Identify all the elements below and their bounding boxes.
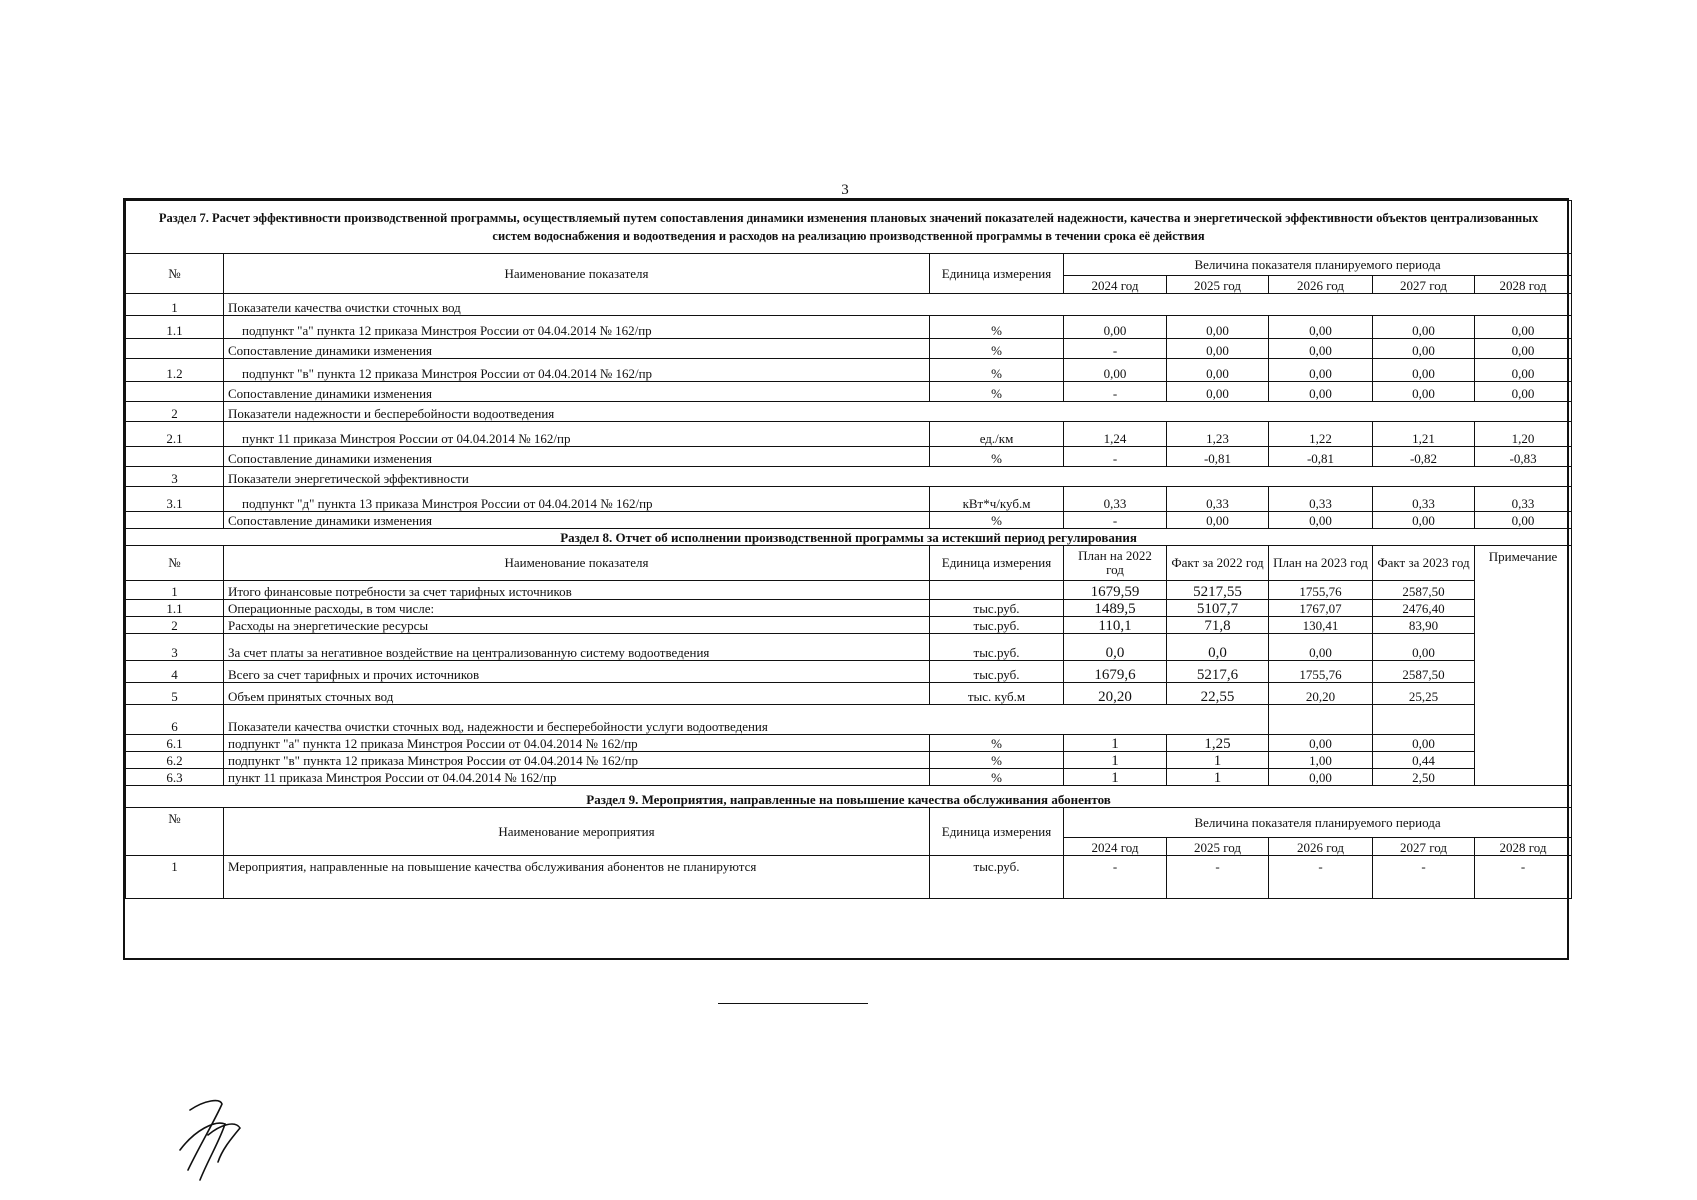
- unit-cell: тыс.руб.: [930, 661, 1064, 683]
- table-row: [126, 683, 1572, 705]
- value-cell: 0,00: [1167, 512, 1269, 529]
- value-cell: 0,44: [1373, 752, 1475, 769]
- value-cell: 0,00: [1064, 359, 1167, 382]
- unit-cell: тыс.руб.: [930, 856, 1064, 899]
- value-cell: 1,22: [1269, 422, 1373, 447]
- indicator-name: подпункт "в" пункта 12 приказа Минстроя России от 04.04.2014 № 162/пр: [224, 752, 930, 769]
- value-cell: 0,00: [1269, 634, 1373, 661]
- section7-year-header: 2025 год: [1167, 276, 1269, 294]
- value-cell: 0,00: [1475, 339, 1572, 359]
- section7-year-header: 2024 год: [1064, 276, 1167, 294]
- section7-period-header: Величина показателя планируемого периода: [1064, 254, 1572, 276]
- page-number: 3: [841, 182, 849, 198]
- section8-title-row: [126, 529, 1572, 546]
- unit-cell: %: [930, 512, 1064, 529]
- table-row: [126, 402, 1572, 422]
- value-cell: 5217,6: [1167, 661, 1269, 683]
- section9-year-header: 2024 год: [1064, 838, 1167, 856]
- row-number: 1: [126, 856, 224, 899]
- row-number: 2.1: [126, 422, 224, 447]
- document-sheet: [123, 198, 1569, 960]
- group-title: Показатели энергетической эффективности: [224, 467, 1572, 487]
- main-table: [125, 200, 1572, 899]
- row-number: 1.2: [126, 359, 224, 382]
- value-cell: 1,25: [1167, 735, 1269, 752]
- value-cell: -0,81: [1167, 447, 1269, 467]
- value-cell: 1755,76: [1269, 581, 1373, 600]
- section9-title-row: [126, 786, 1572, 808]
- unit-cell: тыс.руб.: [930, 634, 1064, 661]
- table-row: [126, 467, 1572, 487]
- section8-note-header: Примечание: [1475, 546, 1572, 786]
- value-cell: -: [1064, 856, 1167, 899]
- section8-fact2022-header: Факт за 2022 год: [1167, 546, 1269, 581]
- value-cell: 2,50: [1373, 769, 1475, 786]
- value-cell: 1: [1064, 735, 1167, 752]
- value-cell: 0,0: [1064, 634, 1167, 661]
- indicator-name: Сопоставление динамики изменения: [224, 339, 930, 359]
- section7-num-header: №: [126, 254, 224, 294]
- indicator-name: подпункт "а" пункта 12 приказа Минстроя России от 04.04.2014 № 162/пр: [224, 735, 930, 752]
- group-title: Показатели качества очистки сточных вод, надежности и бесперебойности услуги водоотведения: [224, 705, 1269, 735]
- row-number: 1.1: [126, 316, 224, 339]
- section7-year-header: 2026 год: [1269, 276, 1373, 294]
- value-cell: -: [1064, 382, 1167, 402]
- table-row: [126, 294, 1572, 316]
- unit-cell: %: [930, 382, 1064, 402]
- row-number: 3: [126, 467, 224, 487]
- unit-cell: %: [930, 359, 1064, 382]
- value-cell: 1767,07: [1269, 600, 1373, 617]
- section9-num-header: №: [126, 808, 224, 856]
- table-row: [126, 634, 1572, 661]
- value-cell: 0,00: [1373, 359, 1475, 382]
- value-cell: 5107,7: [1167, 600, 1269, 617]
- value-cell: -: [1064, 339, 1167, 359]
- indicator-name: Сопоставление динамики изменения: [224, 512, 930, 529]
- value-cell: 1: [1064, 769, 1167, 786]
- value-cell: 0,00: [1373, 512, 1475, 529]
- table-row: [126, 339, 1572, 359]
- value-cell: 0,00: [1269, 316, 1373, 339]
- row-number: 3.1: [126, 487, 224, 512]
- section8-header-row: [126, 546, 1572, 581]
- table-row: [126, 581, 1572, 600]
- table-row: [126, 512, 1572, 529]
- value-cell: 0,00: [1269, 382, 1373, 402]
- unit-cell: ед./км: [930, 422, 1064, 447]
- section9-name-header: Наименование мероприятия: [224, 808, 930, 856]
- section8-title: Раздел 8. Отчет об исполнении производственной программы за истекший период регулирования: [126, 529, 1572, 546]
- section9-year-header: 2027 год: [1373, 838, 1475, 856]
- section8-num-header: №: [126, 546, 224, 581]
- table-row: [126, 735, 1572, 752]
- row-number: [126, 447, 224, 467]
- value-cell: 110,1: [1064, 617, 1167, 634]
- value-cell: 0,00: [1269, 735, 1373, 752]
- indicator-name: пункт 11 приказа Минстроя России от 04.04.2014 № 162/пр: [224, 769, 930, 786]
- indicator-name: Операционные расходы, в том числе:: [224, 600, 930, 617]
- indicator-name: подпункт "а" пункта 12 приказа Минстроя России от 04.04.2014 № 162/пр: [224, 316, 930, 339]
- unit-cell: кВт*ч/куб.м: [930, 487, 1064, 512]
- section8-fact2023-header: Факт за 2023 год: [1373, 546, 1475, 581]
- row-number: 1.1: [126, 600, 224, 617]
- unit-cell: %: [930, 316, 1064, 339]
- value-cell: [1373, 705, 1475, 735]
- table-row: [126, 316, 1572, 339]
- value-cell: 0,00: [1475, 382, 1572, 402]
- unit-cell: [930, 581, 1064, 600]
- indicator-name: Объем принятых сточных вод: [224, 683, 930, 705]
- indicator-name: Всего за счет тарифных и прочих источников: [224, 661, 930, 683]
- value-cell: 0,33: [1373, 487, 1475, 512]
- table-row: [126, 359, 1572, 382]
- value-cell: 0,00: [1167, 382, 1269, 402]
- value-cell: 130,41: [1269, 617, 1373, 634]
- row-number: [126, 512, 224, 529]
- value-cell: -: [1373, 856, 1475, 899]
- value-cell: 22,55: [1167, 683, 1269, 705]
- value-cell: 0,00: [1373, 382, 1475, 402]
- value-cell: [1269, 705, 1373, 735]
- section8-plan2022-header: План на 2022 год: [1064, 546, 1167, 581]
- unit-cell: %: [930, 752, 1064, 769]
- value-cell: 1,20: [1475, 422, 1572, 447]
- section9-year-header: 2026 год: [1269, 838, 1373, 856]
- value-cell: 2476,40: [1373, 600, 1475, 617]
- section9-header-row: [126, 808, 1572, 838]
- table-row: [126, 600, 1572, 617]
- value-cell: 0,33: [1167, 487, 1269, 512]
- table-row: [126, 661, 1572, 683]
- value-cell: -: [1064, 512, 1167, 529]
- value-cell: 0,00: [1373, 735, 1475, 752]
- section8-plan2023-header: План на 2023 год: [1269, 546, 1373, 581]
- value-cell: 20,20: [1269, 683, 1373, 705]
- row-number: 6.3: [126, 769, 224, 786]
- value-cell: 25,25: [1373, 683, 1475, 705]
- table-row: [126, 856, 1572, 899]
- section7-year-header: 2028 год: [1475, 276, 1572, 294]
- value-cell: 0,00: [1373, 339, 1475, 359]
- row-number: 6.2: [126, 752, 224, 769]
- row-number: [126, 382, 224, 402]
- value-cell: 1: [1064, 752, 1167, 769]
- group-title: Показатели надежности и бесперебойности водоотведения: [224, 402, 1572, 422]
- value-cell: 0,00: [1373, 634, 1475, 661]
- value-cell: -0,83: [1475, 447, 1572, 467]
- value-cell: 0,00: [1373, 316, 1475, 339]
- value-cell: -0,81: [1269, 447, 1373, 467]
- value-cell: 0,0: [1167, 634, 1269, 661]
- section9-unit-header: Единица измерения: [930, 808, 1064, 856]
- value-cell: 0,00: [1064, 316, 1167, 339]
- value-cell: 0,00: [1269, 359, 1373, 382]
- unit-cell: %: [930, 769, 1064, 786]
- row-number: 5: [126, 683, 224, 705]
- row-number: [126, 339, 224, 359]
- table-row: [126, 769, 1572, 786]
- section7-unit-header: Единица измерения: [930, 254, 1064, 294]
- value-cell: -: [1167, 856, 1269, 899]
- section9-year-header: 2025 год: [1167, 838, 1269, 856]
- value-cell: 1,23: [1167, 422, 1269, 447]
- value-cell: 5217,55: [1167, 581, 1269, 600]
- table-row: [126, 422, 1572, 447]
- value-cell: 2587,50: [1373, 661, 1475, 683]
- indicator-name: пункт 11 приказа Минстроя России от 04.04.2014 № 162/пр: [224, 422, 930, 447]
- row-number: 6.1: [126, 735, 224, 752]
- value-cell: 1,00: [1269, 752, 1373, 769]
- indicator-name: подпункт "в" пункта 12 приказа Минстроя России от 04.04.2014 № 162/пр: [224, 359, 930, 382]
- value-cell: -0,82: [1373, 447, 1475, 467]
- value-cell: 1489,5: [1064, 600, 1167, 617]
- value-cell: 0,00: [1167, 339, 1269, 359]
- unit-cell: тыс.руб.: [930, 617, 1064, 634]
- value-cell: 1679,59: [1064, 581, 1167, 600]
- section8-unit-header: Единица измерения: [930, 546, 1064, 581]
- value-cell: 0,00: [1475, 359, 1572, 382]
- table-row: [126, 382, 1572, 402]
- row-number: 3: [126, 634, 224, 661]
- value-cell: 1: [1167, 769, 1269, 786]
- value-cell: 0,00: [1269, 512, 1373, 529]
- measure-name: Мероприятия, направленные на повышение качества обслуживания абонентов не планируются: [224, 856, 930, 899]
- section7-year-header: 2027 год: [1373, 276, 1475, 294]
- value-cell: -: [1269, 856, 1373, 899]
- value-cell: 20,20: [1064, 683, 1167, 705]
- value-cell: 0,33: [1064, 487, 1167, 512]
- value-cell: 1,21: [1373, 422, 1475, 447]
- value-cell: 2587,50: [1373, 581, 1475, 600]
- row-number: 4: [126, 661, 224, 683]
- row-number: 2: [126, 617, 224, 634]
- footer-divider: [718, 1003, 868, 1004]
- table-row: [126, 487, 1572, 512]
- indicator-name: Расходы на энергетические ресурсы: [224, 617, 930, 634]
- value-cell: 0,00: [1475, 512, 1572, 529]
- indicator-name: Сопоставление динамики изменения: [224, 382, 930, 402]
- value-cell: 1,24: [1064, 422, 1167, 447]
- value-cell: -: [1475, 856, 1572, 899]
- section9-period-header: Величина показателя планируемого периода: [1064, 808, 1572, 838]
- indicator-name: Итого финансовые потребности за счет тарифных источников: [224, 581, 930, 600]
- handwritten-signature: [160, 1090, 260, 1190]
- value-cell: 71,8: [1167, 617, 1269, 634]
- section9-title: Раздел 9. Мероприятия, направленные на повышение качества обслуживания абонентов: [126, 786, 1572, 808]
- row-number: 1: [126, 581, 224, 600]
- value-cell: -: [1064, 447, 1167, 467]
- value-cell: 0,00: [1167, 359, 1269, 382]
- table-row: [126, 617, 1572, 634]
- section9-year-header: 2028 год: [1475, 838, 1572, 856]
- unit-cell: тыс. куб.м: [930, 683, 1064, 705]
- section7-title: Раздел 7. Расчет эффективности производственной программы, осуществляемый путем сопоставления динамики изменения плановых значений показателей надежности, качества и энергетической эффективности объектов централизованных систем водоснабжения и водоотведения и расходов на реализацию производственной программы в течении срока её действия: [126, 201, 1572, 254]
- section8-name-header: Наименование показателя: [224, 546, 930, 581]
- unit-cell: тыс.руб.: [930, 600, 1064, 617]
- unit-cell: %: [930, 735, 1064, 752]
- row-number: 1: [126, 294, 224, 316]
- value-cell: 0,00: [1269, 769, 1373, 786]
- value-cell: 0,33: [1269, 487, 1373, 512]
- row-number: 2: [126, 402, 224, 422]
- value-cell: 0,33: [1475, 487, 1572, 512]
- table-row: [126, 705, 1572, 735]
- table-row: [126, 447, 1572, 467]
- value-cell: 1679,6: [1064, 661, 1167, 683]
- value-cell: 0,00: [1475, 316, 1572, 339]
- indicator-name: подпункт "д" пункта 13 приказа Минстроя России от 04.04.2014 № 162/пр: [224, 487, 930, 512]
- value-cell: 1: [1167, 752, 1269, 769]
- value-cell: 0,00: [1167, 316, 1269, 339]
- value-cell: 1755,76: [1269, 661, 1373, 683]
- value-cell: 0,00: [1269, 339, 1373, 359]
- row-number: 6: [126, 705, 224, 735]
- unit-cell: %: [930, 339, 1064, 359]
- value-cell: 83,90: [1373, 617, 1475, 634]
- section7-name-header: Наименование показателя: [224, 254, 930, 294]
- group-title: Показатели качества очистки сточных вод: [224, 294, 1572, 316]
- indicator-name: За счет платы за негативное воздействие на централизованную систему водоотведения: [224, 634, 930, 661]
- table-row: [126, 752, 1572, 769]
- unit-cell: %: [930, 447, 1064, 467]
- indicator-name: Сопоставление динамики изменения: [224, 447, 930, 467]
